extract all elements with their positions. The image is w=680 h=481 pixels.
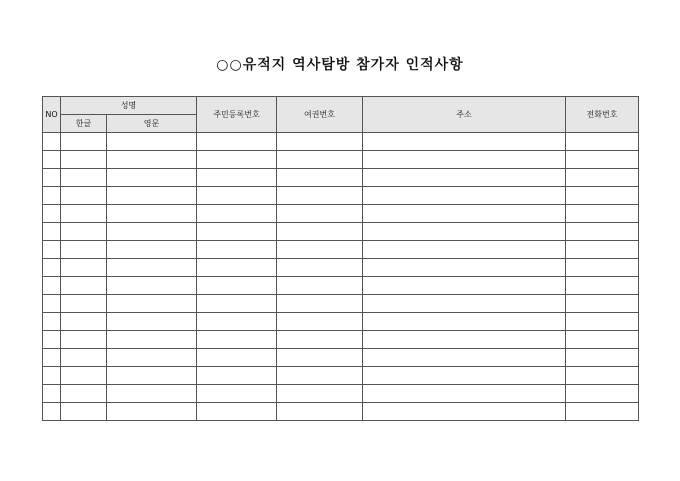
cell-phone[interactable] — [566, 277, 639, 295]
cell-resident-id[interactable] — [197, 205, 277, 223]
cell-address[interactable] — [363, 187, 566, 205]
cell-phone[interactable] — [566, 205, 639, 223]
cell-name-english[interactable] — [107, 385, 197, 403]
cell-no[interactable] — [43, 295, 61, 313]
cell-address[interactable] — [363, 133, 566, 151]
cell-no[interactable] — [43, 259, 61, 277]
cell-resident-id[interactable] — [197, 169, 277, 187]
cell-resident-id[interactable] — [197, 223, 277, 241]
cell-passport[interactable] — [277, 205, 363, 223]
table-row — [43, 295, 639, 313]
cell-passport[interactable] — [277, 277, 363, 295]
cell-name-english[interactable] — [107, 295, 197, 313]
cell-no[interactable] — [43, 133, 61, 151]
table-row — [43, 151, 639, 169]
cell-address[interactable] — [363, 367, 566, 385]
cell-address[interactable] — [363, 277, 566, 295]
header-passport: 여권번호 — [277, 97, 363, 133]
table-row — [43, 241, 639, 259]
table-row — [43, 313, 639, 331]
cell-name-english[interactable] — [107, 187, 197, 205]
cell-address[interactable] — [363, 331, 566, 349]
page-title: ○○유적지 역사탐방 참가자 인적사항 — [216, 57, 464, 73]
cell-phone[interactable] — [566, 349, 639, 367]
header-name-korean: 한글 — [61, 115, 107, 133]
cell-name-english[interactable] — [107, 403, 197, 421]
cell-phone[interactable] — [566, 151, 639, 169]
cell-name-korean[interactable] — [61, 367, 107, 385]
cell-passport[interactable] — [277, 313, 363, 331]
cell-passport[interactable] — [277, 187, 363, 205]
cell-address[interactable] — [363, 151, 566, 169]
cell-no[interactable] — [43, 169, 61, 187]
table-header — [43, 97, 639, 133]
cell-phone[interactable] — [566, 295, 639, 313]
cell-name-english[interactable] — [107, 277, 197, 295]
cell-address[interactable] — [363, 169, 566, 187]
cell-resident-id[interactable] — [197, 151, 277, 169]
table-row — [43, 223, 639, 241]
cell-name-english[interactable] — [107, 259, 197, 277]
cell-name-korean[interactable] — [61, 169, 107, 187]
header-phone: 전화번호 — [566, 97, 639, 133]
cell-no[interactable] — [43, 385, 61, 403]
cell-address[interactable] — [363, 385, 566, 403]
cell-name-korean[interactable] — [61, 259, 107, 277]
cell-passport[interactable] — [277, 151, 363, 169]
header-address: 주소 — [363, 97, 566, 133]
cell-phone[interactable] — [566, 367, 639, 385]
cell-address[interactable] — [363, 349, 566, 367]
participant-table — [42, 96, 639, 421]
table-row — [43, 331, 639, 349]
cell-name-english[interactable] — [107, 169, 197, 187]
cell-passport[interactable] — [277, 223, 363, 241]
cell-name-korean[interactable] — [61, 331, 107, 349]
cell-address[interactable] — [363, 313, 566, 331]
cell-no[interactable] — [43, 313, 61, 331]
cell-no[interactable] — [43, 187, 61, 205]
cell-no[interactable] — [43, 277, 61, 295]
cell-phone[interactable] — [566, 313, 639, 331]
cell-passport[interactable] — [277, 241, 363, 259]
cell-address[interactable] — [363, 403, 566, 421]
cell-name-korean[interactable] — [61, 385, 107, 403]
cell-passport[interactable] — [277, 133, 363, 151]
cell-resident-id[interactable] — [197, 133, 277, 151]
cell-phone[interactable] — [566, 169, 639, 187]
cell-no[interactable] — [43, 241, 61, 259]
cell-address[interactable] — [363, 259, 566, 277]
cell-name-korean[interactable] — [61, 403, 107, 421]
cell-resident-id[interactable] — [197, 313, 277, 331]
cell-phone[interactable] — [566, 187, 639, 205]
cell-phone[interactable] — [566, 241, 639, 259]
table-row — [43, 385, 639, 403]
table-row — [43, 259, 639, 277]
header-resident-id: 주민등록번호 — [197, 97, 277, 133]
cell-resident-id[interactable] — [197, 241, 277, 259]
cell-phone[interactable] — [566, 385, 639, 403]
cell-resident-id[interactable] — [197, 403, 277, 421]
cell-passport[interactable] — [277, 331, 363, 349]
cell-passport[interactable] — [277, 403, 363, 421]
table-row — [43, 403, 639, 421]
cell-passport[interactable] — [277, 349, 363, 367]
cell-no[interactable] — [43, 349, 61, 367]
table-row — [43, 367, 639, 385]
cell-resident-id[interactable] — [197, 259, 277, 277]
cell-passport[interactable] — [277, 169, 363, 187]
cell-name-english[interactable] — [107, 223, 197, 241]
header-name-english: 영문 — [107, 115, 197, 133]
cell-phone[interactable] — [566, 133, 639, 151]
cell-no[interactable] — [43, 205, 61, 223]
cell-no[interactable] — [43, 223, 61, 241]
cell-passport[interactable] — [277, 385, 363, 403]
cell-resident-id[interactable] — [197, 295, 277, 313]
cell-no[interactable] — [43, 403, 61, 421]
table-row — [43, 205, 639, 223]
table-row — [43, 277, 639, 295]
cell-phone[interactable] — [566, 331, 639, 349]
cell-name-korean[interactable] — [61, 277, 107, 295]
cell-name-english[interactable] — [107, 205, 197, 223]
cell-phone[interactable] — [566, 223, 639, 241]
header-no: NO — [43, 97, 61, 133]
cell-resident-id[interactable] — [197, 331, 277, 349]
cell-no[interactable] — [43, 367, 61, 385]
cell-resident-id[interactable] — [197, 385, 277, 403]
table-body — [43, 133, 639, 421]
cell-name-english[interactable] — [107, 313, 197, 331]
cell-phone[interactable] — [566, 403, 639, 421]
table-row — [43, 169, 639, 187]
cell-name-korean[interactable] — [61, 205, 107, 223]
cell-address[interactable] — [363, 205, 566, 223]
cell-name-korean[interactable] — [61, 187, 107, 205]
cell-phone[interactable] — [566, 259, 639, 277]
cell-address[interactable] — [363, 223, 566, 241]
cell-name-korean[interactable] — [61, 313, 107, 331]
header-name: 성명 — [61, 97, 197, 115]
cell-resident-id[interactable] — [197, 187, 277, 205]
cell-address[interactable] — [363, 295, 566, 313]
cell-name-korean[interactable] — [61, 349, 107, 367]
cell-name-english[interactable] — [107, 151, 197, 169]
table-row — [43, 349, 639, 367]
cell-passport[interactable] — [277, 367, 363, 385]
cell-address[interactable] — [363, 241, 566, 259]
cell-no[interactable] — [43, 331, 61, 349]
cell-name-korean[interactable] — [61, 295, 107, 313]
cell-passport[interactable] — [277, 259, 363, 277]
cell-name-english[interactable] — [107, 241, 197, 259]
cell-name-korean[interactable] — [61, 133, 107, 151]
cell-name-english[interactable] — [107, 331, 197, 349]
cell-no[interactable] — [43, 151, 61, 169]
cell-name-english[interactable] — [107, 133, 197, 151]
table-row — [43, 187, 639, 205]
cell-resident-id[interactable] — [197, 367, 277, 385]
cell-name-english[interactable] — [107, 349, 197, 367]
cell-passport[interactable] — [277, 295, 363, 313]
cell-resident-id[interactable] — [197, 349, 277, 367]
cell-name-english[interactable] — [107, 367, 197, 385]
table-row — [43, 133, 639, 151]
cell-resident-id[interactable] — [197, 277, 277, 295]
cell-name-korean[interactable] — [61, 223, 107, 241]
cell-name-korean[interactable] — [61, 241, 107, 259]
cell-name-korean[interactable] — [61, 151, 107, 169]
